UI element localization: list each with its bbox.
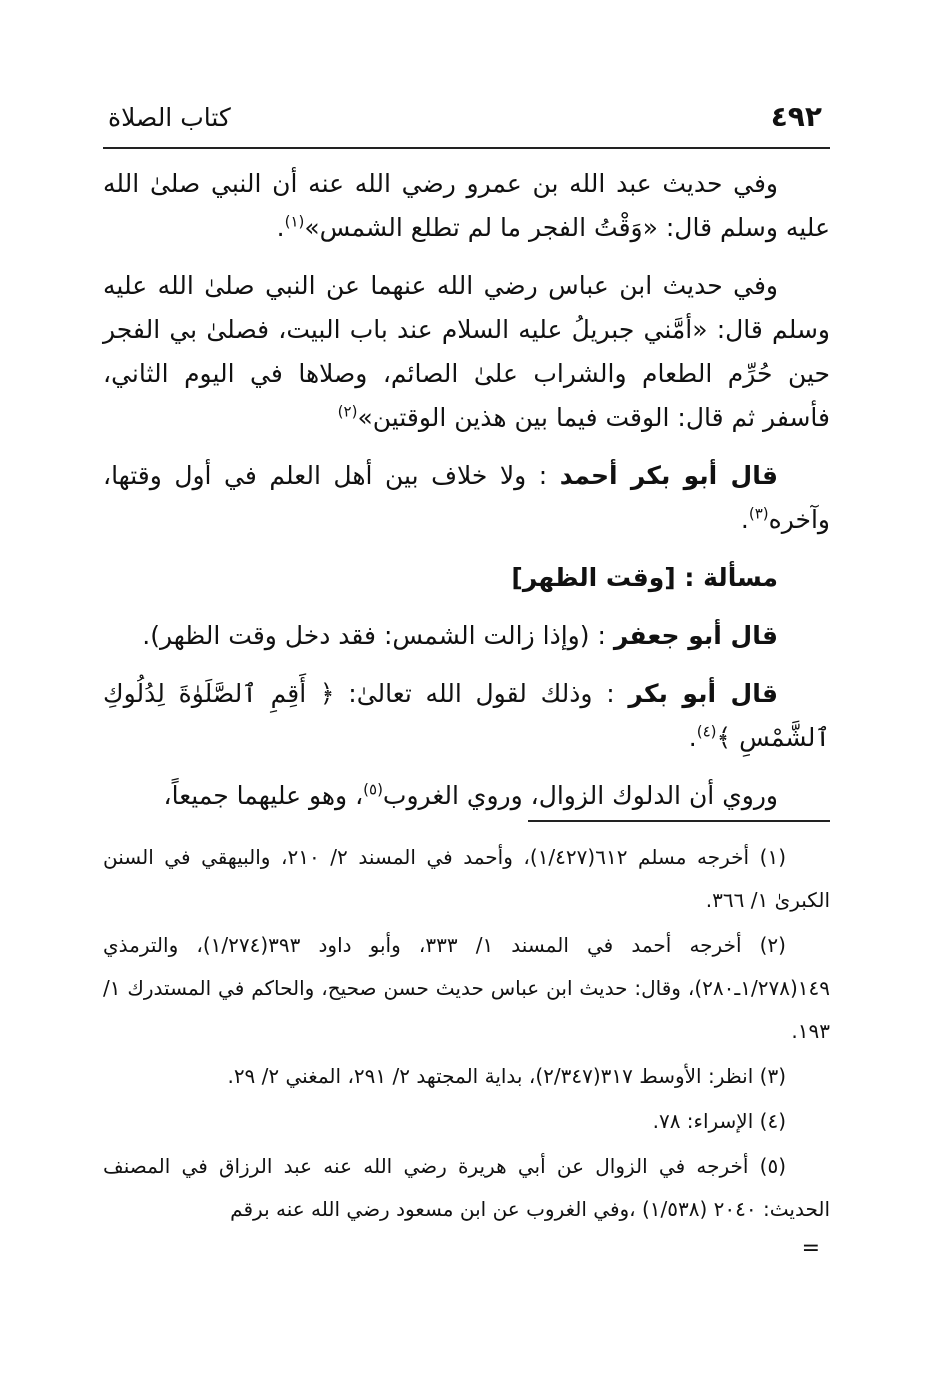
- footnote-1: (١) أخرجه مسلم ٦١٢(١/٤٢٧)، وأحمد في المسند ٢/ ٢١٠، والبيهقي في السنن الكبرىٰ ١/ ٣٦٦.: [103, 845, 830, 912]
- footnote-4: (٤) الإسراء: ٧٨.: [652, 1109, 786, 1133]
- paragraph-end: .: [276, 213, 285, 242]
- masala-label: مسألة: [703, 563, 778, 592]
- paragraph-text: وفي حديث ابن عباس رضي الله عنهما عن النبي صلىٰ الله عليه وسلم قال: «أمَّني جبريلُ عليه السلام عند باب البيت، فصلىٰ بي الفجر حين حُرِّم الطعام والشراب علىٰ الصائم، وصلاها في اليوم الثاني، فأسفر ثم قال: الوقت فيما بين هذين الوقتين»: [103, 271, 830, 432]
- paragraph-text-cont: ، وهو عليهما جميعاً،: [163, 781, 364, 810]
- page-header: [100, 96, 830, 140]
- paragraph-end: .: [740, 505, 749, 534]
- paragraph-end: .: [688, 723, 697, 752]
- footnote-ref: (٢): [337, 402, 358, 421]
- footnote-3: (٣) انظر: الأوسط ٣١٧(٢/٣٤٧)، بداية المجتهد ٢/ ٢٩١، المغني ٢/ ٢٩.: [227, 1064, 786, 1088]
- paragraph-text: : ولا خلاف بين أهل العلم في أول وقتها، وآخره: [103, 461, 830, 534]
- paragraph-abu-jafar: [103, 614, 830, 658]
- page-number: ٤٩٢: [770, 100, 822, 133]
- paragraph-text: : وذلك لقول الله تعالىٰ:: [334, 679, 615, 708]
- speaker-label: قال أبو بكر أحمد: [559, 461, 778, 490]
- quran-verse: ﴿ أَقِمِ ٱلصَّلَوٰةَ لِدُلُوكِ ٱلشَّمْسِ ﴾: [103, 679, 830, 752]
- paragraph-abu-bakr-ahmad: [103, 454, 830, 542]
- paragraph-hadith-abdullah-bin-amr: [103, 162, 830, 250]
- speaker-label: قال أبو بكر: [628, 679, 778, 708]
- paragraph-abu-bakr-quran: [103, 672, 830, 760]
- paragraph-text: : (وإذا زالت الشمس: فقد دخل وقت الظهر).: [142, 621, 606, 650]
- footnote-ref: (٣): [748, 504, 769, 523]
- section-heading-masala: [103, 556, 830, 600]
- running-title: كتاب الصلاة: [108, 103, 231, 132]
- paragraph-hadith-ibn-abbas: [103, 264, 830, 440]
- footnote-ref: (٥): [363, 780, 383, 799]
- footnotes: [103, 836, 830, 1233]
- main-text: [103, 162, 830, 832]
- footnote-rule: [528, 820, 830, 822]
- speaker-label: قال أبو جعفر: [613, 621, 778, 650]
- footnote-ref: (٤): [696, 722, 717, 741]
- footnote-ref: (١): [284, 212, 305, 231]
- footnote-5: (٥) أخرجه في الزوال عن أبي هريرة رضي الله عنه عبد الرزاق في المصنف الحديث: ٢٠٤٠ (١/٥٣٨) ،وفي الغروب عن ابن مسعود رضي الله عنه برقم: [103, 1154, 830, 1221]
- footnote-2: (٢) أخرجه أحمد في المسند ١/ ٣٣٣، وأبو داود ٣٩٣(١/٢٧٤)، والترمذي ١٤٩(١/٢٧٨ـ٢٨٠)، وقال: حديث ابن عباس حديث حسن صحيح، والحاكم في المستدرك ١/ ١٩٣.: [103, 933, 830, 1043]
- paragraph-duluk: [103, 774, 830, 818]
- header-rule: [103, 147, 830, 149]
- masala-title: : [وقت الظهر]: [511, 563, 695, 592]
- paragraph-text: وروي أن الدلوك الزوال، وروي الغروب: [382, 781, 778, 810]
- continued-mark: =: [801, 1236, 820, 1261]
- paragraph-text: وفي حديث عبد الله بن عمرو رضي الله عنه أن النبي صلىٰ الله عليه وسلم قال: «وَقْتُ الفجر ما لم تطلع الشمس»: [103, 169, 830, 242]
